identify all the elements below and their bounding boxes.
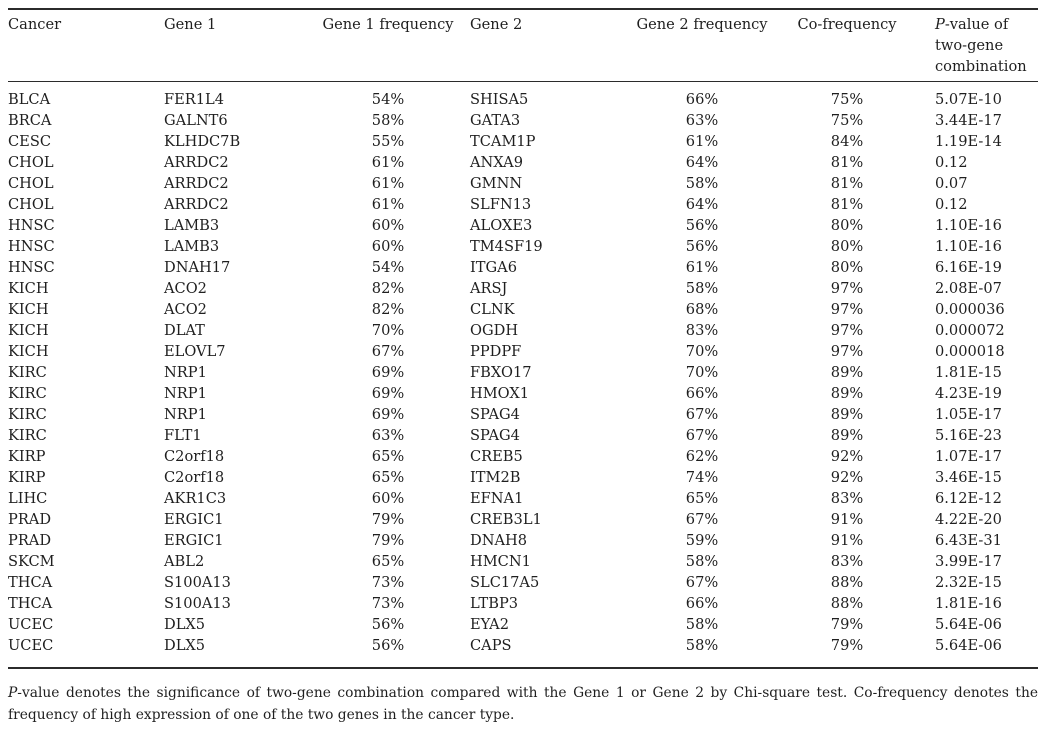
cell-co-frequency: 81% [830,154,864,171]
cell-p-value: 3.99E-17 [935,553,1002,570]
cell-co-frequency: 75% [830,91,864,108]
cell-gene2-frequency: 68% [685,301,719,318]
cell-gene1-frequency: 56% [371,637,405,654]
cell-gene1-frequency: 70% [371,322,405,339]
table-row [8,110,1038,131]
cell-gene1: ACO2 [164,301,207,318]
cell-co-frequency: 79% [830,616,864,633]
cell-cancer: SKCM [8,553,55,570]
cell-p-value: 3.46E-15 [935,469,1002,486]
cell-co-frequency: 92% [830,448,864,465]
cell-gene1: ELOVL7 [164,343,226,360]
cell-gene2-frequency: 58% [685,280,719,297]
table-row [8,194,1038,215]
cell-co-frequency: 89% [830,385,864,402]
cell-p-value: 1.10E-16 [935,217,1002,234]
cell-p-value: 0.07 [935,175,968,192]
cell-co-frequency: 89% [830,427,864,444]
cell-gene1-frequency: 60% [371,238,405,255]
cell-gene1-frequency: 54% [371,91,405,108]
cell-co-frequency: 79% [830,637,864,654]
table-body [8,82,1038,669]
table-row [8,173,1038,194]
cell-gene2: TCAM1P [470,133,536,150]
cell-gene2: SPAG4 [470,406,520,423]
cell-cancer: HNSC [8,217,55,234]
cell-p-value: 2.32E-15 [935,574,1002,591]
cell-gene1-frequency: 58% [371,112,405,129]
cell-gene2: ITM2B [470,469,521,486]
table-header-row [8,9,1038,82]
cell-gene1: NRP1 [164,385,207,402]
cell-cancer: KIRP [8,469,46,486]
column-header-p-value-of-two-gene-combination: P-value of two-gene combination [935,16,1027,75]
cell-gene1-frequency: 69% [371,406,405,423]
table-row [8,215,1038,236]
cell-cancer: THCA [8,595,53,612]
cell-gene1: ERGIC1 [164,511,224,528]
cell-gene2-frequency: 61% [685,133,719,150]
cell-p-value: 0.000018 [935,343,1005,360]
two-gene-combination-table [8,8,1038,669]
cell-gene1: LAMB3 [164,238,220,255]
cell-gene1: DLX5 [164,616,206,633]
cell-gene2-frequency: 67% [685,427,719,444]
cell-cancer: THCA [8,574,53,591]
cell-gene2: ALOXE3 [470,217,533,234]
table-row [8,635,1038,668]
cell-cancer: CESC [8,133,51,150]
cell-co-frequency: 75% [830,112,864,129]
cell-gene2: GATA3 [470,112,521,129]
cell-gene2-frequency: 83% [685,322,719,339]
cell-gene2-frequency: 66% [685,595,719,612]
cell-co-frequency: 88% [830,595,864,612]
cell-gene1-frequency: 79% [371,532,405,549]
cell-cancer: KICH [8,301,49,318]
cell-co-frequency: 80% [830,259,864,276]
cell-gene2: SHISA5 [470,91,529,108]
cell-gene1-frequency: 61% [371,196,405,213]
cell-co-frequency: 97% [830,280,864,297]
cell-co-frequency: 84% [830,133,864,150]
cell-gene1: S100A13 [164,595,231,612]
cell-gene1: ARRDC2 [164,175,229,192]
cell-gene2: CREB5 [470,448,523,465]
cell-co-frequency: 92% [830,469,864,486]
cell-gene1-frequency: 69% [371,364,405,381]
cell-gene1: ABL2 [164,553,205,570]
cell-gene2: EYA2 [470,616,509,633]
cell-gene2: ANXA9 [470,154,524,171]
cell-gene2-frequency: 58% [685,553,719,570]
cell-gene2-frequency: 58% [685,175,719,192]
cell-gene2: SLC17A5 [470,574,540,591]
column-header-gene-2: Gene 2 [470,16,523,33]
cell-gene1-frequency: 67% [371,343,405,360]
column-header-gene-1-frequency: Gene 1 frequency [322,16,454,33]
table-header [8,9,1038,82]
cell-gene2-frequency: 59% [685,532,719,549]
cell-p-value: 4.23E-19 [935,385,1002,402]
cell-p-value: 1.81E-16 [935,595,1002,612]
cell-co-frequency: 89% [830,406,864,423]
cell-gene2-frequency: 58% [685,637,719,654]
cell-gene2: CREB3L1 [470,511,542,528]
cell-cancer: KICH [8,343,49,360]
cell-cancer: LIHC [8,490,48,507]
table-row [8,257,1038,278]
cell-p-value: 2.08E-07 [935,280,1002,297]
cell-gene2: GMNN [470,175,523,192]
cell-gene1-frequency: 56% [371,616,405,633]
cell-gene2-frequency: 67% [685,574,719,591]
cell-gene1-frequency: 61% [371,175,405,192]
cell-co-frequency: 81% [830,196,864,213]
table-row [8,299,1038,320]
cell-co-frequency: 97% [830,301,864,318]
cell-gene2: LTBP3 [470,595,519,612]
cell-p-value: 6.16E-19 [935,259,1002,276]
cell-co-frequency: 80% [830,217,864,234]
cell-co-frequency: 89% [830,364,864,381]
cell-cancer: KIRC [8,385,47,402]
table-row [8,404,1038,425]
cell-gene2: HMCN1 [470,553,531,570]
cell-co-frequency: 97% [830,343,864,360]
cell-gene2-frequency: 58% [685,616,719,633]
cell-cancer: CHOL [8,196,54,213]
cell-gene1-frequency: 60% [371,217,405,234]
cell-gene1-frequency: 63% [371,427,405,444]
cell-gene1-frequency: 60% [371,490,405,507]
table-row [8,446,1038,467]
cell-gene2: OGDH [470,322,519,339]
table-row [8,152,1038,173]
cell-cancer: PRAD [8,511,52,528]
cell-co-frequency: 83% [830,490,864,507]
table-row [8,362,1038,383]
cell-gene2-frequency: 61% [685,259,719,276]
cell-gene1-frequency: 73% [371,574,405,591]
cell-cancer: KICH [8,280,49,297]
cell-cancer: KIRC [8,364,47,381]
cell-gene2: SPAG4 [470,427,520,444]
cell-gene2-frequency: 56% [685,217,719,234]
cell-gene2-frequency: 56% [685,238,719,255]
cell-gene1: ARRDC2 [164,196,229,213]
cell-p-value: 0.000072 [935,322,1005,339]
cell-gene2: DNAH8 [470,532,528,549]
cell-cancer: KIRP [8,448,46,465]
cell-gene1: C2orf18 [164,469,225,486]
table-row [8,509,1038,530]
table-row [8,278,1038,299]
cell-gene1-frequency: 65% [371,469,405,486]
cell-gene2-frequency: 64% [685,196,719,213]
cell-gene1: C2orf18 [164,448,225,465]
cell-p-value: 5.64E-06 [935,637,1002,654]
table-row [8,82,1038,111]
cell-gene2-frequency: 62% [685,448,719,465]
cell-gene1: S100A13 [164,574,231,591]
table-row [8,488,1038,509]
cell-gene2: ITGA6 [470,259,517,276]
cell-gene1-frequency: 54% [371,259,405,276]
cell-p-value: 1.81E-15 [935,364,1002,381]
cell-p-value: 5.64E-06 [935,616,1002,633]
cell-p-value: 5.07E-10 [935,91,1002,108]
table-footnote: P-value denotes the significance of two-gene combination compared with the Gene 1 or Gene 2 by Chi-square test. Co-frequency denotes the frequency of high expression of one of the two genes in the cancer type. [8,685,1038,723]
cell-gene1-frequency: 82% [371,301,405,318]
cell-p-value: 0.12 [935,154,968,171]
cell-gene1-frequency: 65% [371,448,405,465]
cell-cancer: KICH [8,322,49,339]
cell-gene2: HMOX1 [470,385,530,402]
cell-gene1: DLX5 [164,637,206,654]
cell-cancer: CHOL [8,154,54,171]
cell-p-value: 6.12E-12 [935,490,1002,507]
cell-gene1: GALNT6 [164,112,228,129]
table-row [8,425,1038,446]
cell-gene1-frequency: 69% [371,385,405,402]
cell-p-value: 0.000036 [935,301,1005,318]
cell-cancer: PRAD [8,532,52,549]
table-row [8,467,1038,488]
cell-gene1: NRP1 [164,406,207,423]
table-row [8,236,1038,257]
cell-co-frequency: 81% [830,175,864,192]
column-header-gene-2-frequency: Gene 2 frequency [636,16,768,33]
table-row [8,593,1038,614]
cell-cancer: UCEC [8,637,54,654]
cell-co-frequency: 83% [830,553,864,570]
cell-gene2: EFNA1 [470,490,524,507]
cell-gene1: FER1L4 [164,91,225,108]
cell-cancer: KIRC [8,427,47,444]
cell-cancer: HNSC [8,238,55,255]
table-row [8,341,1038,362]
cell-co-frequency: 80% [830,238,864,255]
cell-gene2-frequency: 66% [685,385,719,402]
cell-p-value: 3.44E-17 [935,112,1002,129]
cell-gene2-frequency: 63% [685,112,719,129]
cell-gene1: FLT1 [164,427,202,444]
cell-p-value: 1.07E-17 [935,448,1002,465]
cell-gene1: DLAT [164,322,205,339]
cell-gene2: ARSJ [470,280,508,297]
cell-gene2: TM4SF19 [470,238,543,255]
cell-gene1: AKR1C3 [164,490,227,507]
cell-gene2-frequency: 67% [685,511,719,528]
table-row [8,530,1038,551]
cell-gene1: ARRDC2 [164,154,229,171]
cell-p-value: 1.19E-14 [935,133,1002,150]
table-row [8,551,1038,572]
cell-cancer: UCEC [8,616,54,633]
cell-p-value: 0.12 [935,196,968,213]
cell-gene1-frequency: 65% [371,553,405,570]
cell-p-value: 1.05E-17 [935,406,1002,423]
cell-co-frequency: 97% [830,322,864,339]
cell-co-frequency: 88% [830,574,864,591]
cell-gene2: PPDPF [470,343,522,360]
cell-gene1: ACO2 [164,280,207,297]
cell-cancer: KIRC [8,406,47,423]
cell-gene1-frequency: 61% [371,154,405,171]
cell-gene1-frequency: 79% [371,511,405,528]
column-header-co-frequency: Co-frequency [797,16,897,33]
cell-p-value: 6.43E-31 [935,532,1002,549]
cell-gene2-frequency: 67% [685,406,719,423]
cell-p-value: 5.16E-23 [935,427,1002,444]
cell-gene2-frequency: 64% [685,154,719,171]
table-row [8,131,1038,152]
cell-gene2-frequency: 74% [685,469,719,486]
cell-gene1: DNAH17 [164,259,231,276]
cell-co-frequency: 91% [830,511,864,528]
cell-cancer: BLCA [8,91,51,108]
cell-gene1-frequency: 73% [371,595,405,612]
table-row [8,572,1038,593]
cell-cancer: BRCA [8,112,52,129]
cell-gene2: CLNK [470,301,515,318]
cell-cancer: CHOL [8,175,54,192]
cell-gene2-frequency: 65% [685,490,719,507]
table-row [8,383,1038,404]
cell-gene1: KLHDC7B [164,133,241,150]
cell-gene2-frequency: 66% [685,91,719,108]
table-row [8,614,1038,635]
cell-cancer: HNSC [8,259,55,276]
cell-co-frequency: 91% [830,532,864,549]
cell-gene1-frequency: 55% [371,133,405,150]
column-header-gene-1: Gene 1 [164,16,217,33]
cell-gene1: LAMB3 [164,217,220,234]
cell-gene2-frequency: 70% [685,364,719,381]
cell-p-value: 4.22E-20 [935,511,1002,528]
cell-gene2: SLFN13 [470,196,532,213]
cell-gene1-frequency: 82% [371,280,405,297]
table-row [8,320,1038,341]
cell-gene2: CAPS [470,637,512,654]
paper-page [0,8,1046,726]
cell-gene2-frequency: 70% [685,343,719,360]
cell-p-value: 1.10E-16 [935,238,1002,255]
cell-gene2: FBXO17 [470,364,532,381]
cell-gene1: ERGIC1 [164,532,224,549]
column-header-cancer: Cancer [8,16,62,33]
cell-gene1: NRP1 [164,364,207,381]
